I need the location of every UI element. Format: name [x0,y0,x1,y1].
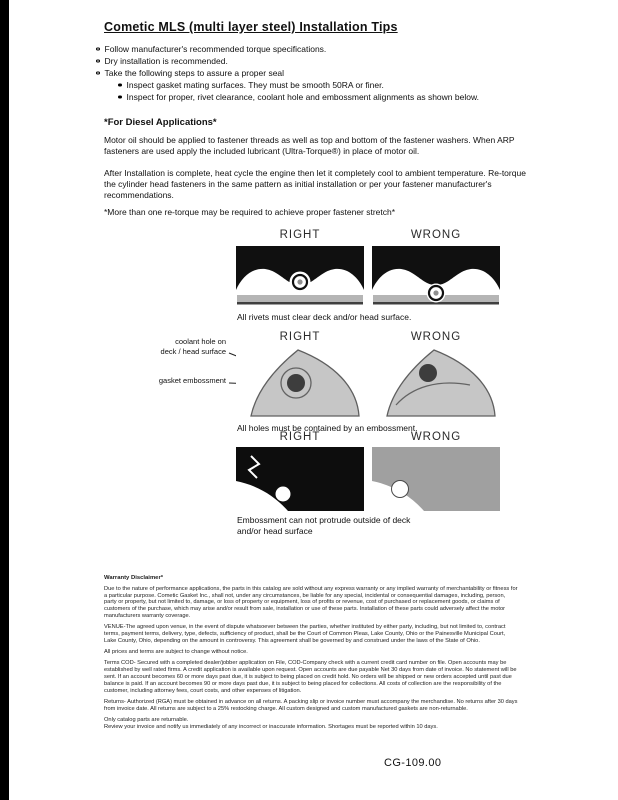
row2-caption: All holes must be contained by an embossment. [237,423,418,433]
warranty-disclaimer-heading: Warranty Disclaimer* [104,575,164,581]
tip-item [96,67,479,79]
legal-paragraph: Review your invoice and notify us immediately of any incorrect or inaccurate information. Shortages must be reported within 10 days. [104,723,438,730]
row3-wrong-header: WRONG [410,431,462,443]
coolant-hole-label: coolant hole on deck / head surface [160,337,226,356]
tip-text: Take the following steps to assure a proper seal [104,68,285,78]
page-title: Cometic MLS (multi layer steel) Installation Tips [104,20,398,34]
legal-paragraph: Returns- Authorized (RGA) must be obtained in advance on all returns. A packing slip or invoice number must accompany the merchandise. No returns after 30 days from invoice date. All returns are subject to a 25% restocking charge. All custom designed and custom manufactured gaskets are non-returnable. [104,698,518,712]
open-bullet-icon [96,47,100,51]
legal-paragraph: VENUE-The agreed upon venue, in the event of dispute whatsoever between the parties, whether instituted by either party, including, but not limited to, contract terms, payment terms, delivery, type, defects, sufficiency of product, shall be the Court of Common Pleas, Lake County, Ohio or the Painesville Municipal Court, Lake County, Ohio, depending on the amount in controversy. This agreement shall be governed by and construed under the laws of the State of Ohio. [104,624,506,644]
scan-left-black-bar [0,0,9,800]
diesel-paragraph-1: Motor oil should be applied to fastener threads as well as top and bottom of the fastener washers. When ARP fasteners are used apply the included lubricant (Ultra-Torque®) in place of motor oil. [104,135,515,156]
retorque-note: *More than one re-torque may be required to achieve proper fastener stretch* [104,207,396,217]
row3-right-header: RIGHT [279,431,321,443]
page-number: CG-109.00 [384,757,442,769]
tip-text: Inspect gasket mating surfaces. They must be smooth 50RA or finer. [126,80,384,90]
tip-item [96,55,479,67]
legal-paragraph: Due to the nature of performance applications, the parts in this catalog are sold without any express warranty or any implied warranty of merchantability or fitness for a particular purpose. Cometic Gasket Inc., shall not, under any circumstances, be liable for any special, incidental or consequential damages, including, person, party or property, but not limited to, damage, or loss of property or equipment, loss of profits or revenue, cost of purchased or replacement goods, or claims of customers of the purchase, which may arise and/or result from sale, installation or use of these parts. Installation of these parts could adversely affect the motor manufacturers warranty coverage. [104,585,518,619]
embossment-right-diagram [236,347,364,419]
row1-right-header: RIGHT [279,229,321,241]
row3-caption-line2: and/or head surface [237,526,313,536]
embossment-wrong-diagram [372,347,500,419]
row1-caption: All rivets must clear deck and/or head surface. [237,312,412,322]
filled-bullet-icon [118,83,122,87]
tip-sub-item [118,79,479,91]
protrusion-wrong-diagram [372,447,500,511]
tip-text: Follow manufacturer's recommended torque specifications. [104,44,327,54]
legal-paragraph: Only catalog parts are returnable. [104,717,189,724]
legal-paragraph: All prices and terms are subject to change without notice. [104,649,248,656]
legal-section [104,575,518,735]
open-bullet-icon [96,71,100,75]
row2-wrong-header: WRONG [410,331,462,343]
tips-list [96,43,479,103]
row1-wrong-header: WRONG [410,229,462,241]
filled-bullet-icon [118,95,122,99]
row2-right-header: RIGHT [279,331,321,343]
diesel-paragraph-2: After Installation is complete, heat cycle the engine then let it completely cool to ambient temperature. Re-torque the cylinder head fasteners in the same pattern as initial installation or per your fastener manufacturer's recommendations. [104,168,526,200]
row3-caption-line1: Embossment can not protrude outside of deck [237,515,411,525]
gasket-embossment-label: gasket embossment [158,376,226,385]
rivet-clearance-wrong-diagram [372,246,500,308]
legal-paragraph: Terms COD- Secured with a completed dealer/jobber application on File, COD-Company check with a current credit card number on file. Open accounts may be established by well rated firms. A credit application is available upon request. Open accounts are due payable Net 30 days from date of invoice. No statement will be sent. If an account becomes 60 or more days past due, it is subject to being placed on credit hold. No orders will be shipped or new orders accepted until past due balance is paid. If an account becomes 90 or more days past due, it is subject to being placed for collections. All costs of collection are the responsibility of the customer, including attorney fees, court costs, and other expenses of litigation. [104,660,517,694]
rivet-clearance-right-diagram [236,246,364,308]
tip-sub-item [118,91,479,103]
open-bullet-icon [96,59,100,63]
diesel-applications-heading: *For Diesel Applications* [104,117,217,128]
tip-item [96,43,479,55]
tip-text: Dry installation is recommended. [104,56,228,66]
protrusion-right-diagram [236,447,364,511]
tip-text: Inspect for proper, rivet clearance, coolant hole and embossment alignments as shown below. [126,92,479,102]
